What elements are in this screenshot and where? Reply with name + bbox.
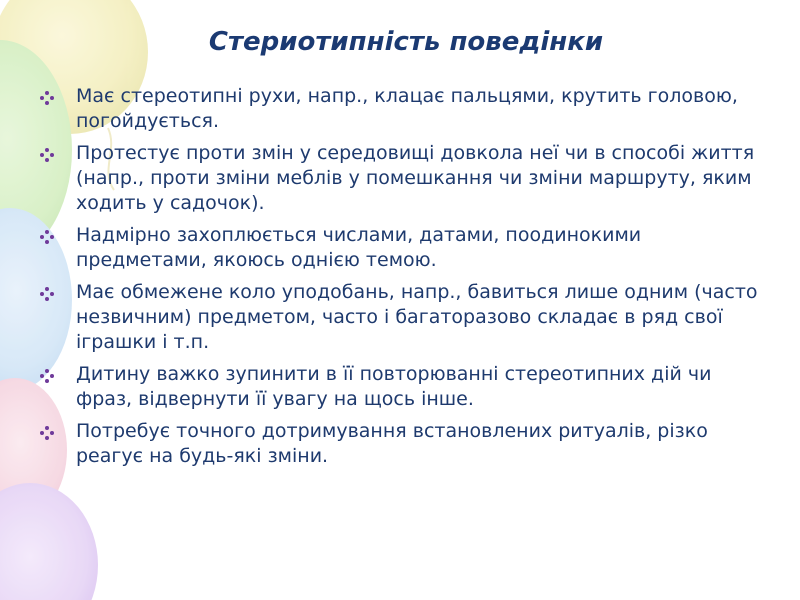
list-item — [40, 223, 760, 273]
diamond-dots-bullet-icon — [40, 287, 54, 301]
diamond-dots-bullet-icon — [40, 426, 54, 440]
bullet-list — [40, 84, 760, 476]
list-item — [40, 84, 760, 134]
list-item — [40, 280, 760, 355]
diamond-dots-bullet-icon — [40, 369, 54, 383]
list-item — [40, 141, 760, 216]
diamond-dots-bullet-icon — [40, 91, 54, 105]
bullet-text: Потребує точного дотримування встановлених ритуалів, різко реагує на будь-які зміни. — [76, 420, 708, 467]
bullet-text: Має стереотипні рухи, напр., клацає пальцями, крутить головою, погойдується. — [76, 85, 738, 132]
bullet-text: Протестує проти змін у середовищі довкола неї чи в способі життя (напр., проти зміни меблів у помешкання чи зміни маршруту, яким ходить у садочок). — [76, 142, 755, 214]
slide-title: Стериотипність поведінки — [208, 27, 604, 57]
bullet-text: Дитину важко зупинити в її повторюванні стереотипних дій чи фраз, відвернути її увагу на щось інше. — [76, 363, 712, 410]
list-item — [40, 362, 760, 412]
violet-balloon — [0, 483, 98, 600]
bullet-text: Надмірно захоплюється числами, датами, поодинокими предметами, якоюсь однією темою. — [76, 224, 642, 271]
list-item — [40, 419, 760, 469]
bullet-text: Має обмежене коло уподобань, напр., бавиться лише одним (часто незвичним) предметом, часто і багаторазово складає в ряд свої іграшки і т.п. — [76, 281, 758, 353]
diamond-dots-bullet-icon — [40, 230, 54, 244]
diamond-dots-bullet-icon — [40, 148, 54, 162]
